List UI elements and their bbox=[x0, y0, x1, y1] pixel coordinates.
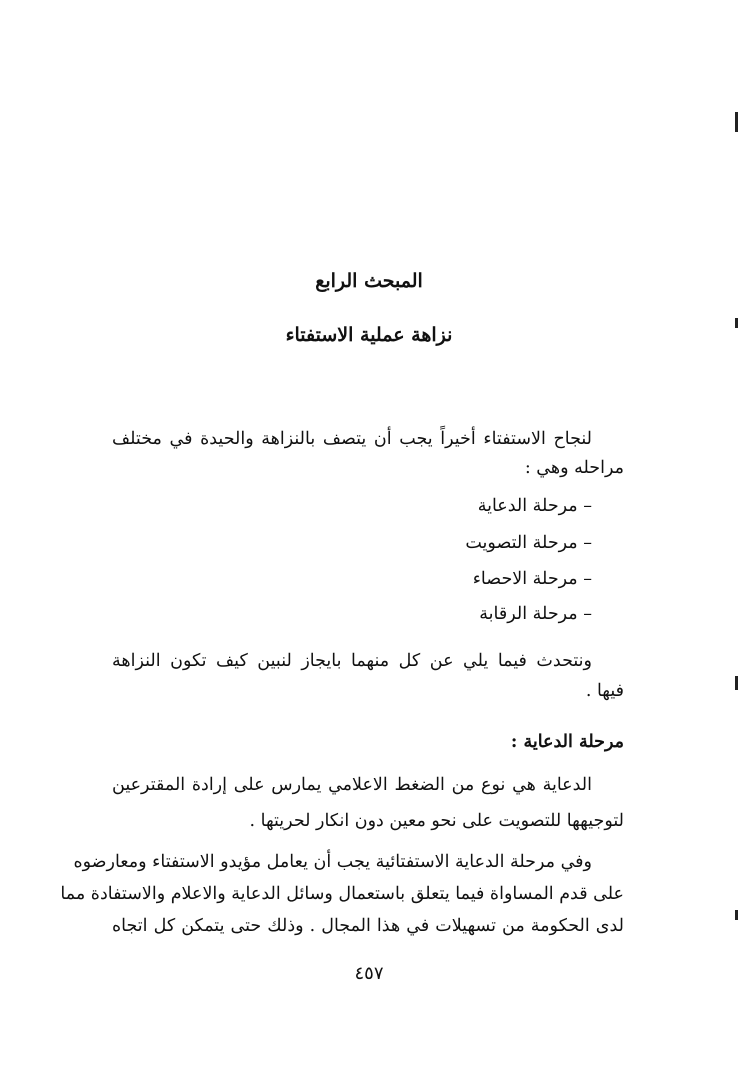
stage-item: – مرحلة التصويت bbox=[465, 533, 592, 553]
transition-line-2: فيها . bbox=[585, 681, 624, 701]
stage-item: – مرحلة الاحصاء bbox=[472, 569, 592, 589]
para1-line-1: الدعاية هي نوع من الضغط الاعلامي يمارس على إرادة المقترعين bbox=[112, 775, 592, 795]
transition-line-1: ونتحدث فيما يلي عن كل منهما بايجاز لنبين كيف تكون النزاهة bbox=[112, 651, 592, 671]
intro-line-2: مراحله وهي : bbox=[524, 458, 624, 478]
section-title: المبحث الرابع bbox=[315, 270, 423, 292]
intro-line-1: لنجاح الاستفتاء أخيراً يجب أن يتصف بالنزاهة والحيدة في مختلف bbox=[112, 429, 592, 449]
para2-line-3: لدى الحكومة من تسهيلات في هذا المجال . وذلك حتى يتمكن كل اتجاه bbox=[112, 916, 624, 936]
para2-line-2: على قدم المساواة فيما يتعلق باستعمال وسائل الدعاية والاعلام والاستفادة مما bbox=[60, 884, 624, 904]
para1-line-2: لتوجيهها للتصويت على نحو معين دون انكار لحريتها . bbox=[249, 811, 624, 831]
para2-line-1: وفي مرحلة الدعاية الاستفتائية يجب أن يعامل مؤيدو الاستفتاء ومعارضوه bbox=[73, 852, 592, 872]
stage-item: – مرحلة الدعاية bbox=[477, 496, 592, 516]
stage-item: – مرحلة الرقابة bbox=[479, 604, 592, 624]
page-number: ٤٥٧ bbox=[354, 963, 384, 984]
subtitle: نزاهة عملية الاستفتاء bbox=[285, 324, 453, 346]
propaganda-heading: مرحلة الدعاية : bbox=[510, 732, 624, 752]
